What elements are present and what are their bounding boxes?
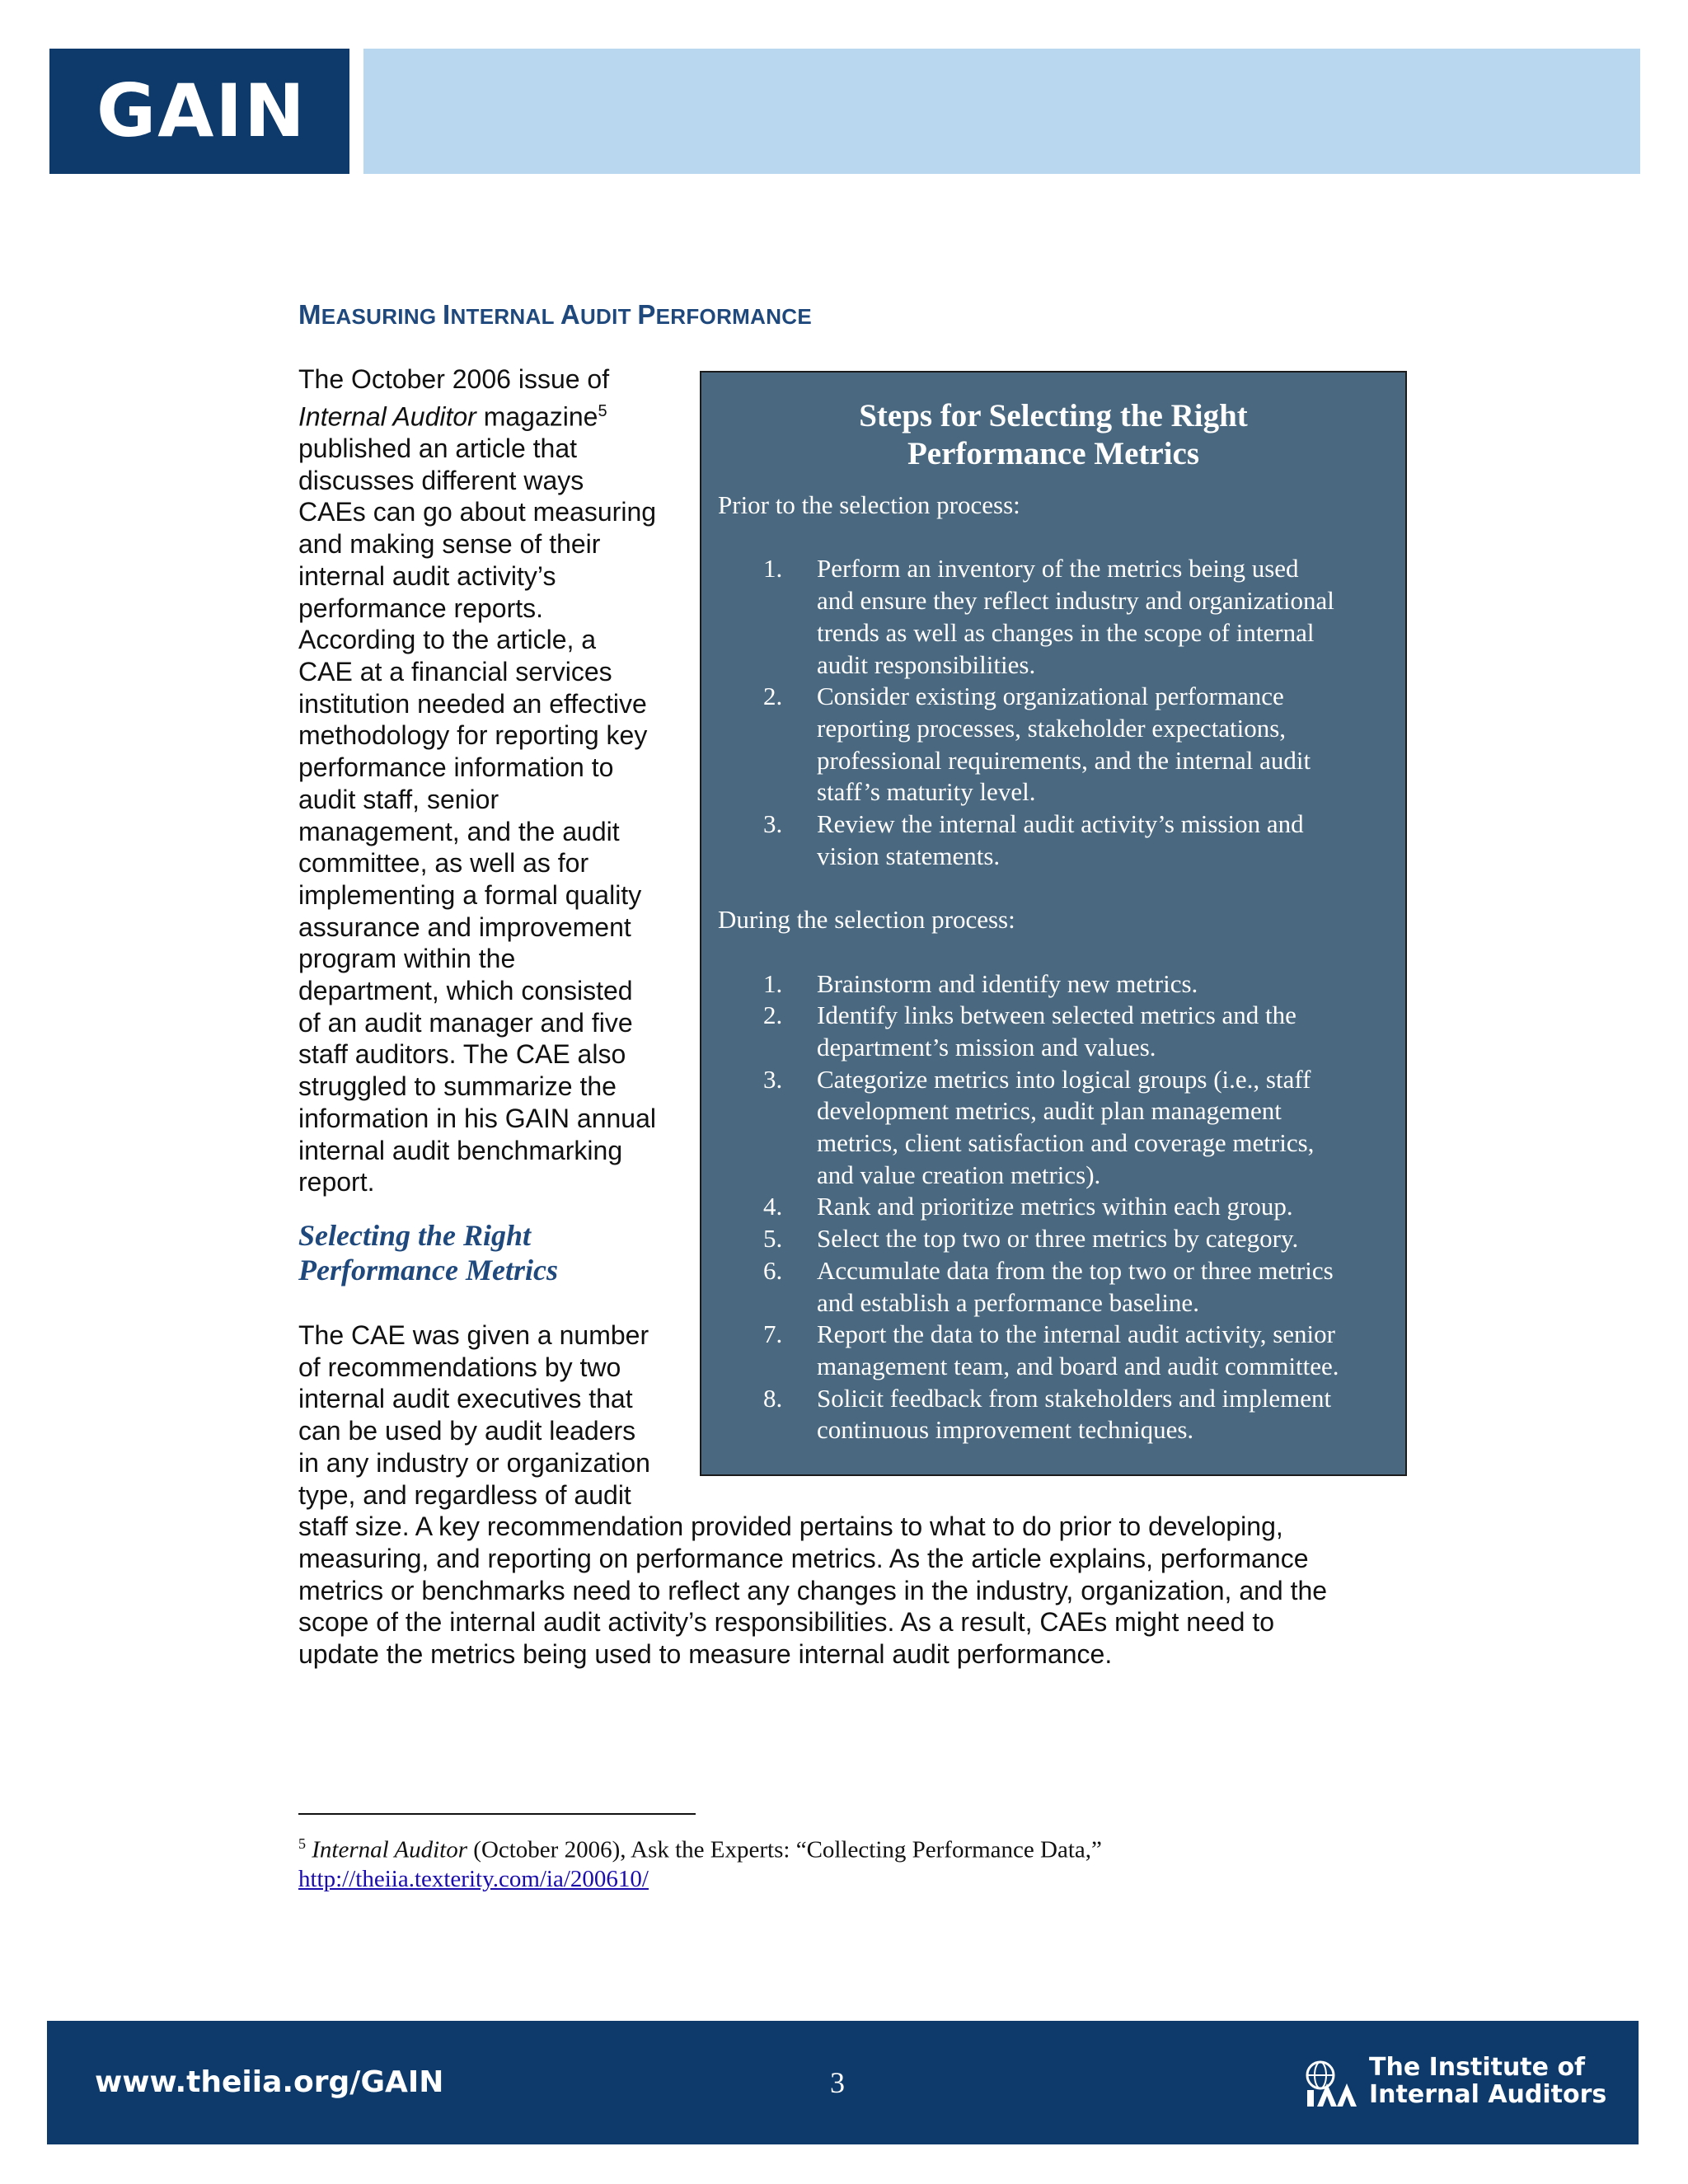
step-number: 3. [763,1064,783,1094]
step-item [718,681,1389,808]
step-text-line: Accumulate data from the top two or three metrics [817,1255,1334,1285]
intro-line: report. [298,1167,375,1197]
during-steps-list [718,968,1389,1447]
step-text-line: and establish a performance baseline. [817,1287,1199,1317]
step-text-line: management team, and board and audit committee. [817,1351,1339,1380]
step-number: 4. [763,1192,783,1221]
steps-sidebar-box [700,371,1407,1476]
steps-box-title: Steps for Selecting the Right Performance Metrics [859,398,1248,471]
intro-line: performance information to [298,752,614,783]
intro-line: department, which consisted [298,976,633,1006]
intro-line: CAE at a financial services [298,656,612,687]
intro-line: staff auditors. The CAE also [298,1039,626,1070]
intro-line: audit staff, senior [298,784,499,814]
step-text-line: metrics, client satisfaction and coverage metrics, [817,1128,1315,1158]
step-text-line: vision statements. [817,841,1001,870]
intro-line: institution needed an effective [298,688,647,719]
step-text-line: Solicit feedback from stakeholders and implement [817,1383,1332,1413]
intro-line: published an article that [298,434,577,464]
magazine-name: Internal Auditor [298,401,476,432]
footer-website-link[interactable]: www.theiia.org/GAIN [95,2065,444,2099]
iia-organization-name: The Institute of Internal Auditors [1369,2053,1607,2109]
step-number: 1. [763,968,783,998]
step-text-line: reporting processes, stakeholder expectations, [817,713,1287,743]
recommendation-line: type, and regardless of audit [298,1479,631,1510]
recommendation-line: measuring, and reporting on performance metrics. As the article explains, performance [298,1543,1309,1573]
page-number: 3 [830,2066,845,2099]
iia-globe-logo-icon [1304,2059,1362,2107]
step-item [718,1383,1389,1446]
recommendation-line: internal audit executives that [298,1384,633,1414]
intro-line: implementing a formal quality [298,879,642,910]
footer-bar [47,2021,1639,2144]
step-number: 7. [763,1319,783,1349]
footnote-number: 5 [298,1835,306,1852]
step-text-line: Review the internal audit activity’s mission and [817,809,1304,839]
step-item [718,553,1389,681]
step-text-line: trends as well as changes in the scope of internal [817,617,1315,647]
footnote-divider [298,1813,696,1815]
step-item [718,1064,1389,1192]
step-item [718,1255,1389,1319]
intro-line: information in his GAIN annual [298,1103,656,1133]
step-text-line: Brainstorm and identify new metrics. [817,968,1198,998]
recommendation-line: staff size. A key recommendation provided pertains to what to do prior to developing, [298,1511,1283,1542]
step-text-line: development metrics, audit plan management [817,1096,1282,1126]
footnote [298,1830,1452,1894]
step-text-line: Consider existing organizational performance [817,682,1284,711]
recommendation-line: update the metrics being used to measure internal audit performance. [298,1639,1113,1670]
footnote-text: (October 2006), Ask the Experts: “Collecting Performance Data,” [467,1836,1102,1863]
step-number: 2. [763,682,783,711]
step-item [718,1191,1389,1223]
step-text-line: Rank and prioritize metrics within each group. [817,1192,1293,1221]
step-item [718,1319,1389,1382]
step-number: 3. [763,809,783,839]
section-title: MEASURING INTERNAL AUDIT PERFORMANCE [298,299,812,330]
intro-line: internal audit activity’s [298,560,556,591]
step-text-line: Identify links between selected metrics and the [817,1001,1296,1030]
step-number: 5. [763,1224,783,1254]
step-item [718,968,1389,1001]
intro-line: of an audit manager and five [298,1007,633,1038]
footnote-link[interactable]: http://theiia.texterity.com/ia/200610/ [298,1865,649,1892]
subheading-selecting-metrics: Selecting the Right Performance Metrics [298,1219,558,1286]
header-band [363,49,1640,174]
step-text-line: staff’s maturity level. [817,777,1036,807]
intro-line: performance reports. [298,593,544,623]
step-text-line: and value creation metrics). [817,1160,1101,1189]
recommendation-line: The CAE was given a number [298,1320,649,1350]
step-number: 8. [763,1383,783,1413]
intro-line: methodology for reporting key [298,720,648,751]
step-number: 6. [763,1255,783,1285]
step-text-line: Select the top two or three metrics by category. [817,1224,1299,1254]
footnote-ref: 5 [598,401,607,420]
intro-line: program within the [298,944,516,974]
step-number: 1. [763,554,783,583]
step-number: 2. [763,1001,783,1030]
step-text-line: Categorize metrics into logical groups (i.e., staff [817,1064,1311,1094]
intro-line: assurance and improvement [298,912,631,942]
intro-line: discusses different ways [298,465,584,495]
step-item [718,1000,1389,1063]
step-text-line: continuous improvement techniques. [817,1415,1194,1445]
intro-line: internal audit benchmarking [298,1135,623,1165]
recommendation-line: in any industry or organization [298,1447,650,1478]
recommendation-line: of recommendations by two [298,1352,621,1382]
step-text-line: Perform an inventory of the metrics being used [817,554,1299,583]
step-item [718,1223,1389,1255]
step-text-line: professional requirements, and the internal audit [817,745,1311,775]
intro-line: management, and the audit [298,816,620,846]
step-text-line: department’s mission and values. [817,1032,1156,1062]
intro-magazine-line: Internal Auditor magazine$^5$ [298,401,607,432]
gain-logo: GAIN [49,49,349,174]
prior-steps-list [718,553,1389,872]
intro-line: CAEs can go about measuring [298,497,657,527]
recommendation-line: can be used by audit leaders [298,1416,636,1446]
step-text-line: audit responsibilities. [817,649,1036,679]
intro-line: The October 2006 issue of [298,364,610,394]
footnote-source: Internal Auditor [312,1836,468,1863]
step-item [718,808,1389,872]
intro-line: and making sense of their [298,529,601,560]
during-label: During the selection process: [718,905,1015,935]
prior-label: Prior to the selection process: [718,490,1020,519]
intro-line: According to the article, a [298,625,597,655]
intro-line: committee, as well as for [298,848,589,879]
step-text-line: and ensure they reflect industry and organizational [817,586,1334,616]
recommendation-line: metrics or benchmarks need to reflect any changes in the industry, organization, and the [298,1575,1328,1605]
intro-line: struggled to summarize the [298,1071,617,1102]
recommendation-line: scope of the internal audit activity’s responsibilities. As a result, CAEs might need to [298,1607,1275,1638]
step-text-line: Report the data to the internal audit activity, senior [817,1319,1335,1349]
